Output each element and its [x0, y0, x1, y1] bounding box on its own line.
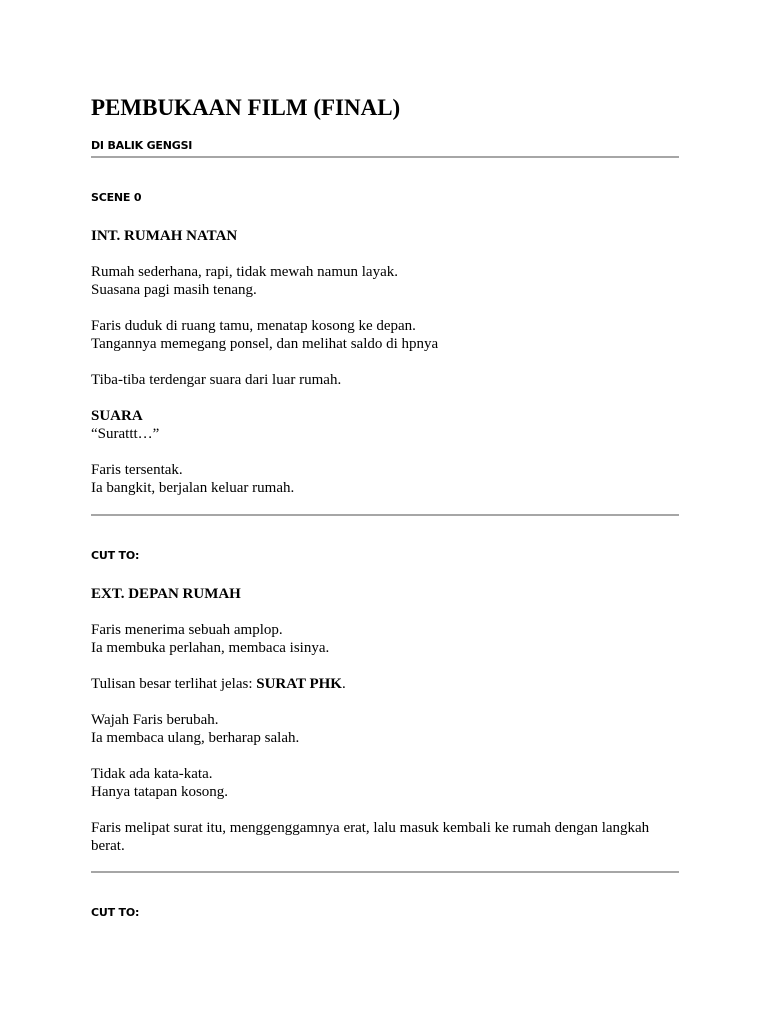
scene-heading: INT. RUMAH NATAN [91, 228, 238, 244]
action-paragraph [91, 675, 679, 693]
character-name: SUARA [91, 408, 143, 424]
action-line: Faris duduk di ruang tamu, menatap kosong ke depan. [91, 318, 416, 334]
action-text: . [341, 676, 346, 692]
action-line: Tiba-tiba terdengar suara dari luar rumah. [91, 372, 342, 388]
scene-heading: EXT. DEPAN RUMAH [91, 586, 241, 602]
action-line: Wajah Faris berubah. [91, 712, 219, 728]
action-paragraph [91, 765, 679, 801]
action-line: Ia membaca ulang, berharap salah. [91, 730, 300, 746]
action-paragraph [91, 263, 679, 299]
action-line: Hanya tatapan kosong. [91, 784, 229, 800]
action-line: Tidak ada kata-kata. [91, 766, 213, 782]
action-line: Rumah sederhana, rapi, tidak mewah namun layak. [91, 264, 398, 280]
scene-label: SCENE 0 [91, 191, 142, 204]
action-paragraph [91, 621, 679, 657]
action-line [91, 675, 679, 693]
action-line: Faris tersentak. [91, 462, 183, 478]
transition-label: CUT TO: [91, 549, 140, 562]
action-line: Tangannya memegang ponsel, dan melihat saldo di hpnya [91, 336, 439, 352]
action-paragraph [91, 711, 679, 747]
action-line: Faris menerima sebuah amplop. [91, 622, 283, 638]
divider [91, 514, 679, 516]
dialogue-block [91, 407, 679, 443]
transition-label: CUT TO: [91, 906, 140, 919]
action-paragraph [91, 819, 679, 855]
action-paragraph [91, 371, 679, 389]
document-title: PEMBUKAAN FILM (FINAL) [91, 95, 401, 120]
action-paragraph [91, 461, 679, 497]
action-line: Ia bangkit, berjalan keluar rumah. [91, 480, 295, 496]
emphasis-text: SURAT PHK [256, 676, 342, 692]
dialogue-line: “Surattt…” [91, 426, 160, 442]
document-subtitle: DI BALIK GENGSI [91, 139, 193, 152]
action-paragraph [91, 317, 679, 353]
action-line: Suasana pagi masih tenang. [91, 282, 257, 298]
divider [91, 156, 679, 158]
action-line: Ia membuka perlahan, membaca isinya. [91, 640, 330, 656]
action-text: Tulisan besar terlihat jelas: [91, 676, 257, 692]
action-line: Faris melipat surat itu, menggenggamnya erat, lalu masuk kembali ke rumah dengan langkah berat. [91, 820, 650, 854]
divider [91, 871, 679, 873]
